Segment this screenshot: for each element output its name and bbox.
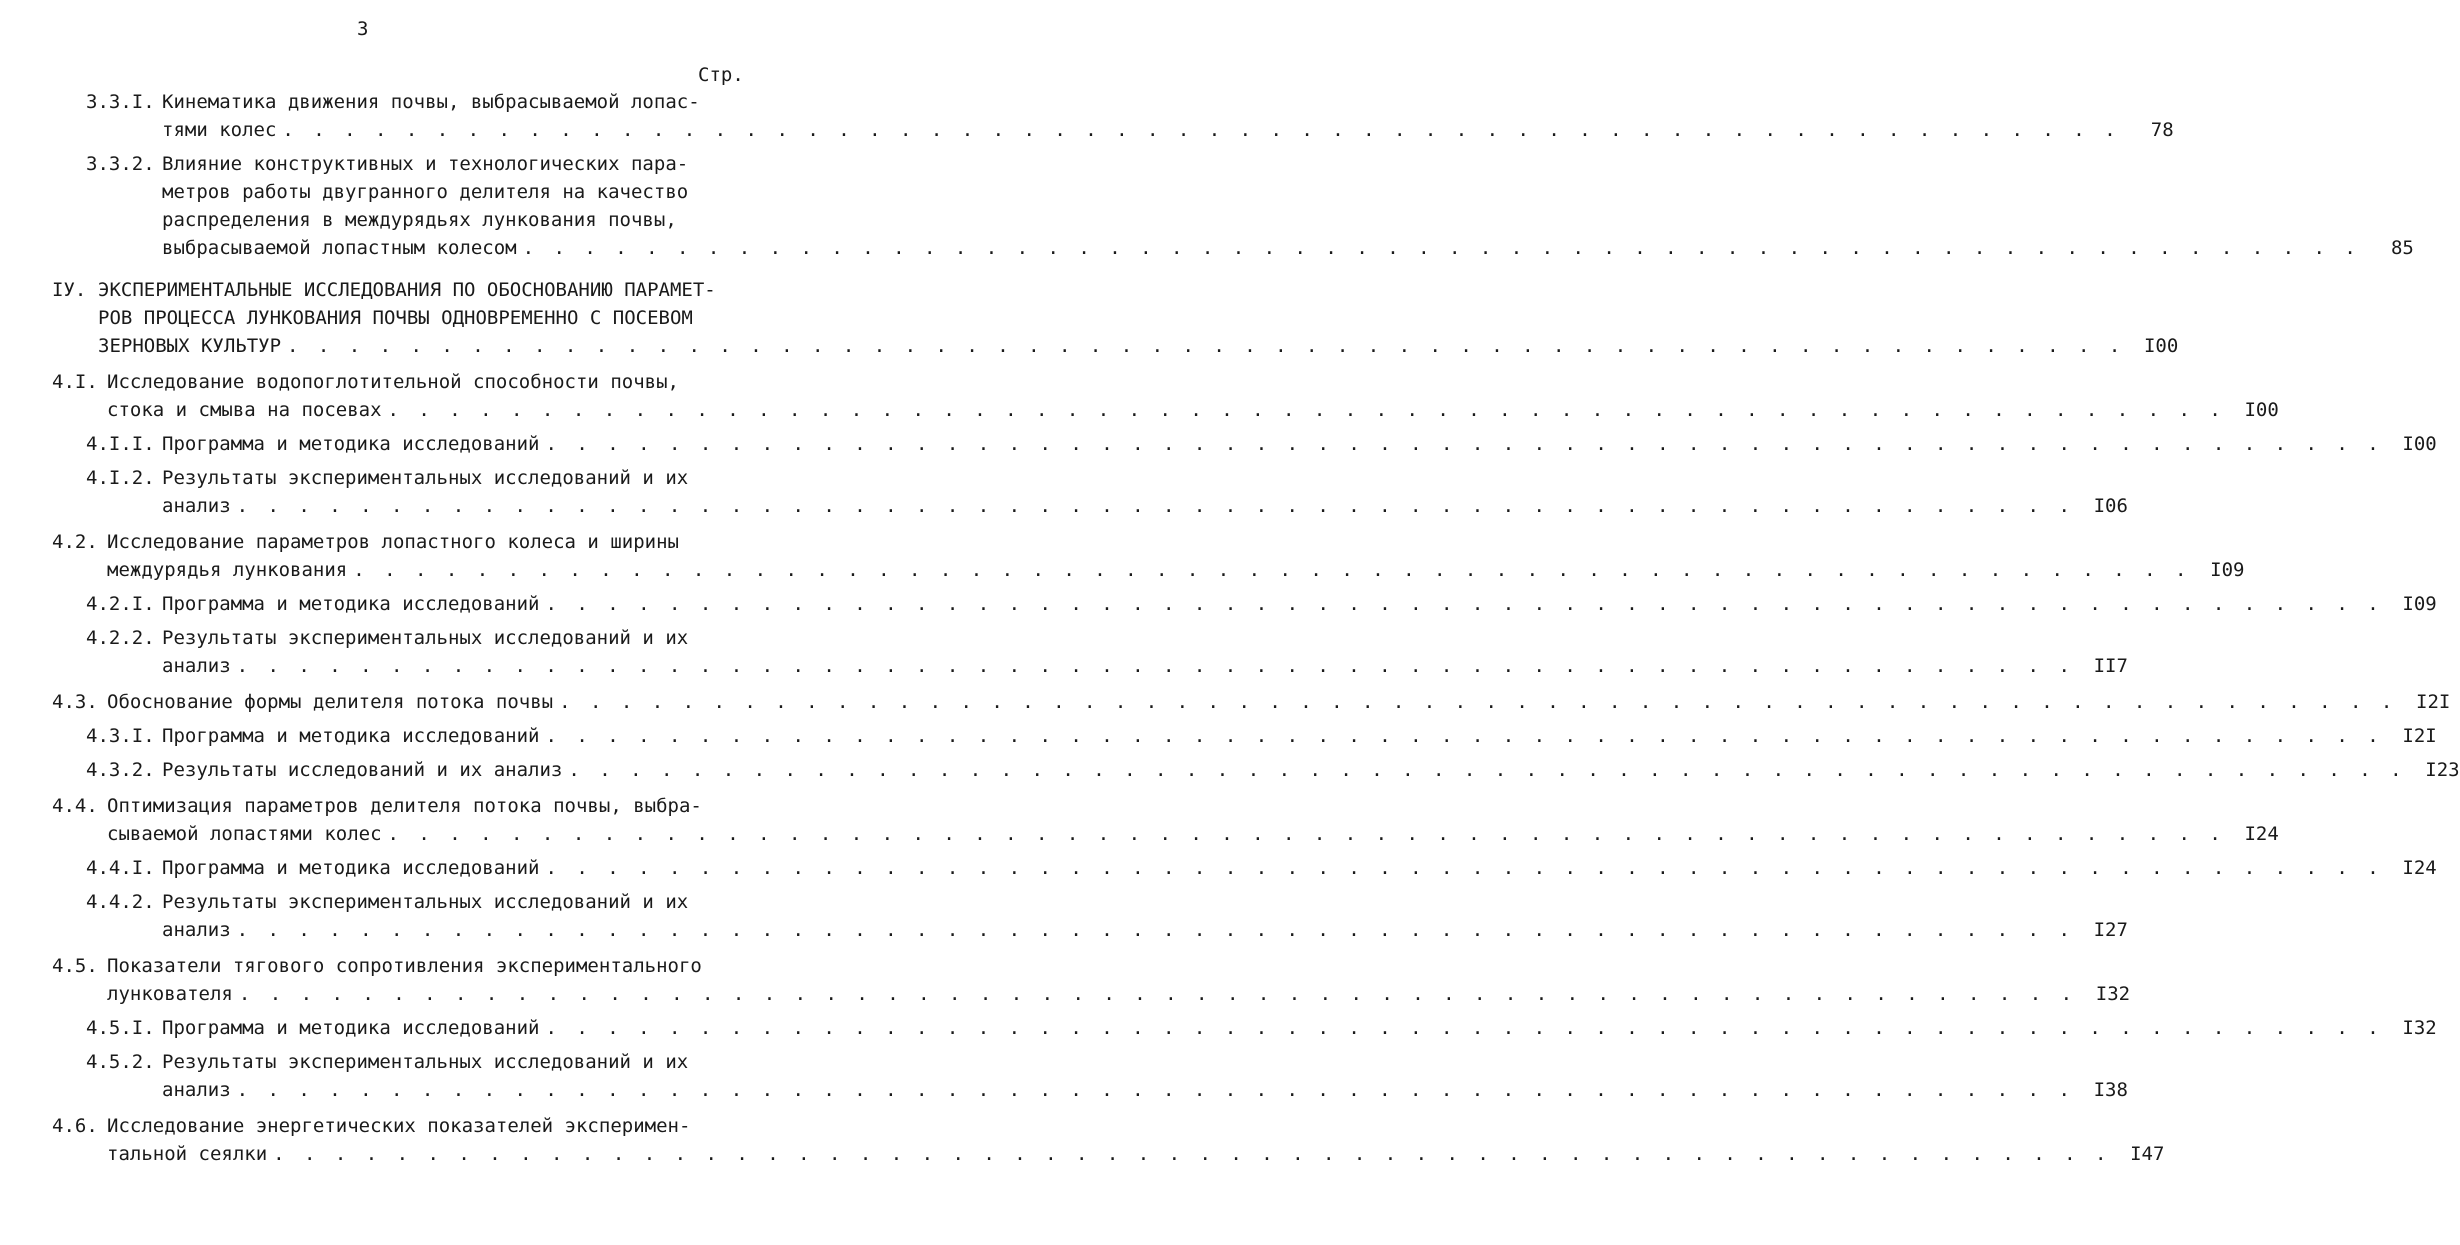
toc-entry-title-line: анализ (162, 495, 231, 517)
toc-entry-title-line: Результаты экспериментальных исследований и их (162, 627, 689, 649)
toc-entry-number: 4.2.I. (86, 593, 155, 615)
dot-leader: . . . . . . . . . . . . . . . . . . . . . . . . . . . . . . . . . . . . . . . . . . . . . . . . . . . . . . . . . . . . (236, 1079, 2074, 1101)
toc-entry (0, 722, 2437, 750)
toc-entry-title-line: анализ (162, 919, 231, 941)
dot-leader: . . . . . . . . . . . . . . . . . . . . . . . . . . . . . . . . . . . . . . . . . . . . . . . . . . . . . . . . . . . . (238, 983, 2077, 1005)
toc-entry-title-line: Результаты экспериментальных исследований и их (162, 1051, 689, 1073)
toc-entry-title-line: ЭКСПЕРИМЕНТАЛЬНЫЕ ИССЛЕДОВАНИЯ ПО ОБОСНОВАНИЮ ПАРАМЕТ- (98, 279, 716, 301)
toc-entry-page: I06 (2093, 495, 2128, 517)
toc-entry-page: I24 (2402, 857, 2437, 879)
toc-entry (0, 792, 2279, 848)
toc-entry-title-line: Программа и методика исследований (162, 857, 540, 879)
toc-entry (0, 430, 2437, 458)
toc-entry-number: 4.2.2. (86, 627, 155, 649)
toc-entry (0, 1014, 2437, 1042)
toc-entry-number: 4.4. (52, 795, 98, 817)
toc-entry-page: I47 (2130, 1143, 2165, 1165)
dot-leader: . . . . . . . . . . . . . . . . . . . . . . . . . . . . . . . . . . . . . . . . . . . . . . . . . . . . . . . . . . . . (568, 759, 2406, 781)
dot-leader: . . . . . . . . . . . . . . . . . . . . . . . . . . . . . . . . . . . . . . . . . . . . . . . . . . . . . . . . . . . . (545, 593, 2383, 615)
toc-entry-number: 4.I.I. (86, 433, 155, 455)
toc-entry-title-line: Оптимизация параметров делителя потока почвы, выбра- (107, 795, 702, 817)
dot-leader: . . . . . . . . . . . . . . . . . . . . . . . . . . . . . . . . . . . . . . . . . . . . . . . . . . . . . . . . . . . . (522, 237, 2360, 259)
toc-entry-number: 4.3.2. (86, 759, 155, 781)
toc-entry (0, 854, 2437, 882)
toc-entry-title-line: сываемой лопастями колес (107, 823, 382, 845)
toc-entry (0, 150, 2414, 262)
toc-entry-title-line: Результаты исследований и их анализ (162, 759, 563, 781)
toc-entry-page: I00 (2143, 335, 2179, 357)
toc-entry-title-line: лункователя (107, 983, 233, 1005)
toc-entry-page: I38 (2093, 1079, 2128, 1101)
toc-entry (0, 1112, 2165, 1168)
toc-entry-page: I24 (2244, 823, 2279, 845)
toc-entry-title-line: Исследование параметров лопастного колеса и ширины (107, 531, 679, 553)
toc-entry-number: 4.6. (52, 1115, 98, 1137)
dot-leader: . . . . . . . . . . . . . . . . . . . . . . . . . . . . . . . . . . . . . . . . . . . . . . . . . . . . . . . . . . . . (236, 655, 2074, 677)
toc-entry-title-line: Исследование энергетических показателей эксперимен- (107, 1115, 691, 1137)
dot-leader: . . . . . . . . . . . . . . . . . . . . . . . . . . . . . . . . . . . . . . . . . . . . . . . . . . . . . . . . . . . . (236, 919, 2074, 941)
toc-entry-page: 85 (2390, 237, 2414, 259)
toc-entry (0, 688, 2451, 716)
toc-entry-number: 4.3.I. (86, 725, 155, 747)
dot-leader: . . . . . . . . . . . . . . . . . . . . . . . . . . . . . . . . . . . . . . . . . . . . . . . . . . . . . . . . . . . . (353, 559, 2191, 581)
toc-entry-title-line: анализ (162, 1079, 231, 1101)
toc-entry-number: 4.5.2. (86, 1051, 155, 1073)
toc-entry-title-line: Кинематика движения почвы, выбрасываемой лопас- (162, 91, 700, 113)
toc-entry-title-line: стока и смыва на посевах (107, 399, 382, 421)
toc-entry-number: 3.3.I. (86, 91, 155, 113)
toc-entry-number: 3.3.2. (86, 153, 155, 175)
toc-entry-title-line: Результаты экспериментальных исследований и их (162, 467, 689, 489)
table-of-contents (0, 88, 2460, 1168)
toc-entry-page: I23 (2425, 759, 2460, 781)
toc-entry-number: 4.3. (52, 691, 98, 713)
toc-entry-page: I27 (2093, 919, 2128, 941)
page-number: 3 (357, 18, 369, 40)
dot-leader: . . . . . . . . . . . . . . . . . . . . . . . . . . . . . . . . . . . . . . . . . . . . . . . . . . . . . . . . . . . . (282, 119, 2120, 141)
toc-entry-page: I2I (2402, 725, 2437, 747)
toc-entry-page: I32 (2402, 1017, 2437, 1039)
toc-entry-title-line: Результаты экспериментальных исследований и их (162, 891, 689, 913)
toc-entry-title-line: распределения в междурядьях лункования почвы, (162, 209, 677, 231)
toc-entry (0, 464, 2128, 520)
toc-entry (0, 528, 2245, 584)
toc-entry-page: I32 (2095, 983, 2131, 1005)
toc-entry (0, 88, 2174, 144)
dot-leader: . . . . . . . . . . . . . . . . . . . . . . . . . . . . . . . . . . . . . . . . . . . . . . . . . . . . . . . . . . . . (545, 857, 2383, 879)
toc-entry (0, 590, 2437, 618)
toc-entry-page: I00 (2402, 433, 2437, 455)
toc-entry-title-line: ЗЕРНОВЫХ КУЛЬТУР (98, 335, 282, 357)
toc-entry (0, 368, 2279, 424)
toc-entry-title-line: Программа и методика исследований (162, 725, 540, 747)
toc-entry-number: 4.4.I. (86, 857, 155, 879)
toc-entry-title-line: междурядья лункования (107, 559, 348, 581)
toc-entry (0, 952, 2131, 1008)
dot-leader: . . . . . . . . . . . . . . . . . . . . . . . . . . . . . . . . . . . . . . . . . . . . . . . . . . . . . . . . . . . . (236, 495, 2074, 517)
dot-leader: . . . . . . . . . . . . . . . . . . . . . . . . . . . . . . . . . . . . . . . . . . . . . . . . . . . . . . . . . . . . (273, 1143, 2111, 1165)
toc-entry-title-line: Исследование водопоглотительной способности почвы, (107, 371, 679, 393)
toc-entry-title-line: Обоснование формы делителя потока почвы (107, 691, 554, 713)
toc-entry-number: 4.I.2. (86, 467, 155, 489)
toc-entry-title-line: анализ (162, 655, 231, 677)
toc-entry-title-line: Программа и методика исследований (162, 433, 540, 455)
toc-entry-title-line: Программа и методика исследований (162, 593, 540, 615)
toc-entry-page: 78 (2150, 119, 2174, 141)
toc-entry-title-line: Программа и методика исследований (162, 1017, 540, 1039)
toc-entry-page: I00 (2244, 399, 2279, 421)
toc-entry-title-line: тями колес (162, 119, 277, 141)
toc-entry (0, 756, 2460, 784)
dot-leader: . . . . . . . . . . . . . . . . . . . . . . . . . . . . . . . . . . . . . . . . . . . . . . . . . . . . . . . . . . . . (559, 691, 2397, 713)
dot-leader: . . . . . . . . . . . . . . . . . . . . . . . . . . . . . . . . . . . . . . . . . . . . . . . . . . . . . . . . . . . . (287, 335, 2125, 357)
dot-leader: . . . . . . . . . . . . . . . . . . . . . . . . . . . . . . . . . . . . . . . . . . . . . . . . . . . . . . . . . . . . (545, 1017, 2383, 1039)
page-column-header: Стр. (698, 64, 744, 86)
dot-leader: . . . . . . . . . . . . . . . . . . . . . . . . . . . . . . . . . . . . . . . . . . . . . . . . . . . . . . . . . . . . (387, 823, 2225, 845)
toc-entry-number: 4.5. (52, 955, 98, 977)
toc-entry-title-line: РОВ ПРОЦЕССА ЛУНКОВАНИЯ ПОЧВЫ ОДНОВРЕМЕННО С ПОСЕВОМ (98, 307, 693, 329)
toc-entry-page: I09 (2210, 559, 2245, 581)
toc-entry (0, 888, 2128, 944)
toc-entry-page: I2I (2416, 691, 2451, 713)
dot-leader: . . . . . . . . . . . . . . . . . . . . . . . . . . . . . . . . . . . . . . . . . . . . . . . . . . . . . . . . . . . . (545, 725, 2383, 747)
toc-entry-page: I09 (2402, 593, 2437, 615)
toc-entry-title-line: выбрасываемой лопастным колесом (162, 237, 517, 259)
toc-entry (0, 624, 2128, 680)
toc-entry-title-line: Показатели тягового сопротивления экспериментального (107, 955, 702, 977)
toc-entry (0, 1048, 2128, 1104)
toc-entry-title-line: тальной сеялки (107, 1143, 268, 1165)
toc-entry-page: II7 (2093, 655, 2128, 677)
toc-entry-number: IУ. (52, 279, 87, 301)
toc-entry (0, 276, 2179, 360)
dot-leader: . . . . . . . . . . . . . . . . . . . . . . . . . . . . . . . . . . . . . . . . . . . . . . . . . . . . . . . . . . . . (387, 399, 2225, 421)
toc-entry-number: 4.5.I. (86, 1017, 155, 1039)
toc-entry-number: 4.I. (52, 371, 98, 393)
toc-entry-title-line: метров работы двугранного делителя на качество (162, 181, 689, 203)
toc-entry-title-line: Влияние конструктивных и технологических пара- (162, 153, 689, 175)
dot-leader: . . . . . . . . . . . . . . . . . . . . . . . . . . . . . . . . . . . . . . . . . . . . . . . . . . . . . . . . . . . . (545, 433, 2383, 455)
toc-entry-number: 4.2. (52, 531, 98, 553)
toc-entry-number: 4.4.2. (86, 891, 155, 913)
